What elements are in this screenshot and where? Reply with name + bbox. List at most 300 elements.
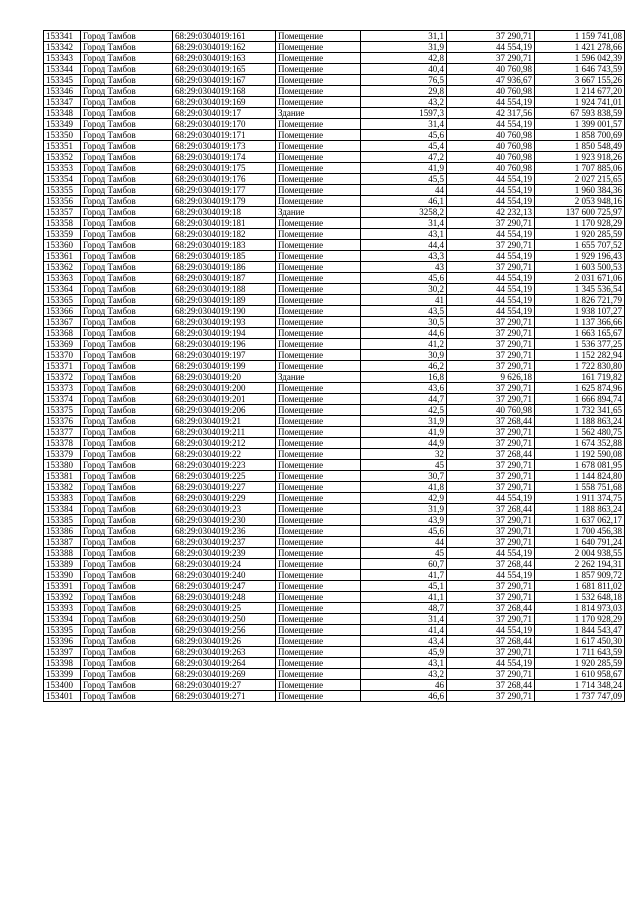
object-type-cell: Помещение (276, 658, 361, 669)
city-cell: Город Тамбов (81, 284, 173, 295)
specific-value-cell: 37 268,44 (447, 504, 535, 515)
area-cell: 1597,3 (361, 108, 447, 119)
table-row (44, 647, 625, 658)
area-cell: 45,6 (361, 130, 447, 141)
cadastral-number-cell: 68:29:0304019:161 (173, 31, 276, 42)
area-cell: 41,9 (361, 163, 447, 174)
table-row (44, 229, 625, 240)
row-number-cell: 153399 (44, 669, 81, 680)
cadastral-number-cell: 68:29:0304019:186 (173, 262, 276, 273)
area-cell: 44 (361, 537, 447, 548)
cadastral-number-cell: 68:29:0304019:17 (173, 108, 276, 119)
object-type-cell: Помещение (276, 559, 361, 570)
cadastral-number-cell: 68:29:0304019:21 (173, 416, 276, 427)
object-type-cell: Помещение (276, 174, 361, 185)
cadastral-value-cell: 1 929 196,43 (535, 251, 625, 262)
specific-value-cell: 37 290,71 (447, 515, 535, 526)
row-number-cell: 153374 (44, 394, 81, 405)
specific-value-cell: 40 760,98 (447, 405, 535, 416)
city-cell: Город Тамбов (81, 108, 173, 119)
object-type-cell: Помещение (276, 581, 361, 592)
cadastral-value-cell: 1 674 352,88 (535, 438, 625, 449)
object-type-cell: Помещение (276, 130, 361, 141)
specific-value-cell: 37 290,71 (447, 339, 535, 350)
specific-value-cell: 37 290,71 (447, 427, 535, 438)
cadastral-number-cell: 68:29:0304019:211 (173, 427, 276, 438)
table-row (44, 141, 625, 152)
city-cell: Город Тамбов (81, 471, 173, 482)
table-row (44, 482, 625, 493)
row-number-cell: 153377 (44, 427, 81, 438)
cadastral-number-cell: 68:29:0304019:227 (173, 482, 276, 493)
object-type-cell: Помещение (276, 460, 361, 471)
specific-value-cell: 37 290,71 (447, 438, 535, 449)
cadastral-value-cell: 1 857 909,72 (535, 570, 625, 581)
object-type-cell: Помещение (276, 152, 361, 163)
area-cell: 43,1 (361, 229, 447, 240)
cadastral-number-cell: 68:29:0304019:23 (173, 504, 276, 515)
object-type-cell: Помещение (276, 218, 361, 229)
row-number-cell: 153349 (44, 119, 81, 130)
cadastral-value-cell: 3 667 155,26 (535, 75, 625, 86)
row-number-cell: 153356 (44, 196, 81, 207)
area-cell: 32 (361, 449, 447, 460)
specific-value-cell: 44 554,19 (447, 185, 535, 196)
cadastral-number-cell: 68:29:0304019:22 (173, 449, 276, 460)
row-number-cell: 153386 (44, 526, 81, 537)
row-number-cell: 153362 (44, 262, 81, 273)
table-row (44, 372, 625, 383)
object-type-cell: Помещение (276, 537, 361, 548)
row-number-cell: 153359 (44, 229, 81, 240)
cadastral-number-cell: 68:29:0304019:269 (173, 669, 276, 680)
city-cell: Город Тамбов (81, 361, 173, 372)
area-cell: 40,4 (361, 64, 447, 75)
cadastral-number-cell: 68:29:0304019:26 (173, 636, 276, 647)
cadastral-number-cell: 68:29:0304019:170 (173, 119, 276, 130)
cadastral-value-cell: 1 920 285,59 (535, 658, 625, 669)
area-cell: 45,9 (361, 647, 447, 658)
area-cell: 45,4 (361, 141, 447, 152)
cadastral-value-cell: 2 031 671,06 (535, 273, 625, 284)
cadastral-number-cell: 68:29:0304019:171 (173, 130, 276, 141)
city-cell: Город Тамбов (81, 416, 173, 427)
row-number-cell: 153375 (44, 405, 81, 416)
table-row (44, 86, 625, 97)
object-type-cell: Помещение (276, 482, 361, 493)
row-number-cell: 153352 (44, 152, 81, 163)
area-cell: 60,7 (361, 559, 447, 570)
city-cell: Город Тамбов (81, 658, 173, 669)
cadastral-value-cell: 1 666 894,74 (535, 394, 625, 405)
row-number-cell: 153391 (44, 581, 81, 592)
table-row (44, 295, 625, 306)
cadastral-number-cell: 68:29:0304019:183 (173, 240, 276, 251)
city-cell: Город Тамбов (81, 625, 173, 636)
object-type-cell: Помещение (276, 691, 361, 702)
object-type-cell: Помещение (276, 427, 361, 438)
cadastral-value-cell: 1 214 677,20 (535, 86, 625, 97)
area-cell: 30,2 (361, 284, 447, 295)
row-number-cell: 153385 (44, 515, 81, 526)
row-number-cell: 153395 (44, 625, 81, 636)
specific-value-cell: 44 554,19 (447, 229, 535, 240)
area-cell: 42,5 (361, 405, 447, 416)
cadastral-value-cell: 1 655 707,52 (535, 240, 625, 251)
row-number-cell: 153373 (44, 383, 81, 394)
specific-value-cell: 44 554,19 (447, 196, 535, 207)
specific-value-cell: 42 232,13 (447, 207, 535, 218)
city-cell: Город Тамбов (81, 383, 173, 394)
city-cell: Город Тамбов (81, 537, 173, 548)
cadastral-value-cell: 1 858 700,69 (535, 130, 625, 141)
specific-value-cell: 37 290,71 (447, 691, 535, 702)
cadastral-number-cell: 68:29:0304019:20 (173, 372, 276, 383)
table-row (44, 207, 625, 218)
table-row (44, 537, 625, 548)
cadastral-value-cell: 1 700 456,38 (535, 526, 625, 537)
area-cell: 45,6 (361, 526, 447, 537)
cadastral-value-cell: 1 536 377,25 (535, 339, 625, 350)
specific-value-cell: 37 268,44 (447, 416, 535, 427)
table-row (44, 548, 625, 559)
table-row (44, 317, 625, 328)
area-cell: 46 (361, 680, 447, 691)
row-number-cell: 153347 (44, 97, 81, 108)
city-cell: Город Тамбов (81, 570, 173, 581)
cadastral-value-cell: 67 593 838,59 (535, 108, 625, 119)
table-row (44, 273, 625, 284)
object-type-cell: Помещение (276, 141, 361, 152)
table-row (44, 405, 625, 416)
row-number-cell: 153366 (44, 306, 81, 317)
object-type-cell: Помещение (276, 273, 361, 284)
table-row (44, 218, 625, 229)
row-number-cell: 153344 (44, 64, 81, 75)
table-row (44, 328, 625, 339)
object-type-cell: Помещение (276, 64, 361, 75)
row-number-cell: 153354 (44, 174, 81, 185)
specific-value-cell: 44 554,19 (447, 174, 535, 185)
city-cell: Город Тамбов (81, 669, 173, 680)
cadastral-value-table (43, 30, 625, 702)
table-row (44, 284, 625, 295)
specific-value-cell: 37 290,71 (447, 592, 535, 603)
cadastral-value-cell: 1 188 863,24 (535, 504, 625, 515)
object-type-cell: Помещение (276, 383, 361, 394)
cadastral-value-cell: 1 188 863,24 (535, 416, 625, 427)
row-number-cell: 153397 (44, 647, 81, 658)
area-cell: 43,4 (361, 636, 447, 647)
table-row (44, 438, 625, 449)
specific-value-cell: 44 554,19 (447, 97, 535, 108)
city-cell: Город Тамбов (81, 493, 173, 504)
city-cell: Город Тамбов (81, 185, 173, 196)
specific-value-cell: 37 268,44 (447, 449, 535, 460)
specific-value-cell: 37 290,71 (447, 383, 535, 394)
cadastral-value-cell: 1 421 278,66 (535, 42, 625, 53)
area-cell: 45,5 (361, 174, 447, 185)
table-row (44, 526, 625, 537)
row-number-cell: 153381 (44, 471, 81, 482)
row-number-cell: 153376 (44, 416, 81, 427)
object-type-cell: Здание (276, 108, 361, 119)
area-cell: 46,1 (361, 196, 447, 207)
area-cell: 31,4 (361, 218, 447, 229)
cadastral-value-cell: 1 911 374,75 (535, 493, 625, 504)
table-row (44, 185, 625, 196)
table-row (44, 130, 625, 141)
table-row (44, 108, 625, 119)
area-cell: 47,2 (361, 152, 447, 163)
table-row (44, 174, 625, 185)
specific-value-cell: 44 554,19 (447, 273, 535, 284)
row-number-cell: 153365 (44, 295, 81, 306)
object-type-cell: Помещение (276, 262, 361, 273)
cadastral-value-cell: 1 681 811,02 (535, 581, 625, 592)
row-number-cell: 153358 (44, 218, 81, 229)
cadastral-number-cell: 68:29:0304019:190 (173, 306, 276, 317)
city-cell: Город Тамбов (81, 42, 173, 53)
cadastral-number-cell: 68:29:0304019:199 (173, 361, 276, 372)
specific-value-cell: 37 268,44 (447, 680, 535, 691)
object-type-cell: Помещение (276, 416, 361, 427)
cadastral-value-cell: 1 722 830,80 (535, 361, 625, 372)
area-cell: 31,4 (361, 119, 447, 130)
city-cell: Город Тамбов (81, 647, 173, 658)
cadastral-value-cell: 1 170 928,29 (535, 218, 625, 229)
cadastral-number-cell: 68:29:0304019:167 (173, 75, 276, 86)
specific-value-cell: 37 290,71 (447, 53, 535, 64)
cadastral-number-cell: 68:29:0304019:188 (173, 284, 276, 295)
object-type-cell: Помещение (276, 86, 361, 97)
cadastral-value-cell: 1 144 824,80 (535, 471, 625, 482)
row-number-cell: 153389 (44, 559, 81, 570)
object-type-cell: Помещение (276, 592, 361, 603)
cadastral-value-cell: 1 663 165,67 (535, 328, 625, 339)
cadastral-number-cell: 68:29:0304019:27 (173, 680, 276, 691)
row-number-cell: 153392 (44, 592, 81, 603)
specific-value-cell: 44 554,19 (447, 658, 535, 669)
city-cell: Город Тамбов (81, 515, 173, 526)
cadastral-value-cell: 2 053 948,16 (535, 196, 625, 207)
specific-value-cell: 37 290,71 (447, 482, 535, 493)
area-cell: 41,4 (361, 625, 447, 636)
cadastral-value-cell: 1 678 081,95 (535, 460, 625, 471)
object-type-cell: Помещение (276, 449, 361, 460)
object-type-cell: Помещение (276, 394, 361, 405)
row-number-cell: 153351 (44, 141, 81, 152)
city-cell: Город Тамбов (81, 196, 173, 207)
object-type-cell: Помещение (276, 339, 361, 350)
city-cell: Город Тамбов (81, 339, 173, 350)
row-number-cell: 153343 (44, 53, 81, 64)
cadastral-value-cell: 2 027 215,65 (535, 174, 625, 185)
table-row (44, 251, 625, 262)
specific-value-cell: 40 760,98 (447, 141, 535, 152)
cadastral-number-cell: 68:29:0304019:239 (173, 548, 276, 559)
object-type-cell: Помещение (276, 196, 361, 207)
table-row (44, 625, 625, 636)
area-cell: 44,6 (361, 328, 447, 339)
row-number-cell: 153382 (44, 482, 81, 493)
object-type-cell: Помещение (276, 317, 361, 328)
specific-value-cell: 37 290,71 (447, 471, 535, 482)
area-cell: 44,4 (361, 240, 447, 251)
cadastral-value-cell: 1 596 042,39 (535, 53, 625, 64)
cadastral-number-cell: 68:29:0304019:24 (173, 559, 276, 570)
table-row (44, 350, 625, 361)
cadastral-number-cell: 68:29:0304019:187 (173, 273, 276, 284)
object-type-cell: Помещение (276, 42, 361, 53)
area-cell: 31,9 (361, 416, 447, 427)
area-cell: 43 (361, 262, 447, 273)
specific-value-cell: 44 554,19 (447, 625, 535, 636)
cadastral-number-cell: 68:29:0304019:236 (173, 526, 276, 537)
table-row (44, 383, 625, 394)
object-type-cell: Помещение (276, 515, 361, 526)
area-cell: 30,7 (361, 471, 447, 482)
cadastral-value-cell: 1 646 743,59 (535, 64, 625, 75)
cadastral-number-cell: 68:29:0304019:237 (173, 537, 276, 548)
area-cell: 31,9 (361, 42, 447, 53)
specific-value-cell: 37 290,71 (447, 317, 535, 328)
city-cell: Город Тамбов (81, 438, 173, 449)
city-cell: Город Тамбов (81, 460, 173, 471)
row-number-cell: 153379 (44, 449, 81, 460)
specific-value-cell: 44 554,19 (447, 119, 535, 130)
area-cell: 41,8 (361, 482, 447, 493)
cadastral-value-cell: 1 637 062,17 (535, 515, 625, 526)
city-cell: Город Тамбов (81, 372, 173, 383)
area-cell: 46,2 (361, 361, 447, 372)
cadastral-number-cell: 68:29:0304019:176 (173, 174, 276, 185)
cadastral-value-cell: 1 737 747,09 (535, 691, 625, 702)
area-cell: 42,8 (361, 53, 447, 64)
city-cell: Город Тамбов (81, 636, 173, 647)
specific-value-cell: 40 760,98 (447, 64, 535, 75)
table-row (44, 53, 625, 64)
row-number-cell: 153388 (44, 548, 81, 559)
object-type-cell: Здание (276, 207, 361, 218)
object-type-cell: Помещение (276, 31, 361, 42)
area-cell: 43,2 (361, 669, 447, 680)
cadastral-value-cell: 1 617 450,30 (535, 636, 625, 647)
cadastral-number-cell: 68:29:0304019:193 (173, 317, 276, 328)
object-type-cell: Помещение (276, 163, 361, 174)
row-number-cell: 153378 (44, 438, 81, 449)
cadastral-number-cell: 68:29:0304019:162 (173, 42, 276, 53)
object-type-cell: Помещение (276, 361, 361, 372)
cadastral-number-cell: 68:29:0304019:264 (173, 658, 276, 669)
specific-value-cell: 37 290,71 (447, 262, 535, 273)
row-number-cell: 153363 (44, 273, 81, 284)
city-cell: Город Тамбов (81, 691, 173, 702)
object-type-cell: Помещение (276, 548, 361, 559)
specific-value-cell: 44 554,19 (447, 570, 535, 581)
specific-value-cell: 44 554,19 (447, 251, 535, 262)
city-cell: Город Тамбов (81, 86, 173, 97)
cadastral-value-cell: 1 562 480,75 (535, 427, 625, 438)
city-cell: Город Тамбов (81, 97, 173, 108)
cadastral-number-cell: 68:29:0304019:175 (173, 163, 276, 174)
cadastral-number-cell: 68:29:0304019:263 (173, 647, 276, 658)
row-number-cell: 153346 (44, 86, 81, 97)
table-row (44, 460, 625, 471)
row-number-cell: 153357 (44, 207, 81, 218)
specific-value-cell: 37 290,71 (447, 647, 535, 658)
row-number-cell: 153341 (44, 31, 81, 42)
table-row (44, 64, 625, 75)
row-number-cell: 153387 (44, 537, 81, 548)
cadastral-value-cell: 1 558 751,68 (535, 482, 625, 493)
row-number-cell: 153400 (44, 680, 81, 691)
table-row (44, 262, 625, 273)
row-number-cell: 153384 (44, 504, 81, 515)
city-cell: Город Тамбов (81, 581, 173, 592)
cadastral-number-cell: 68:29:0304019:189 (173, 295, 276, 306)
city-cell: Город Тамбов (81, 218, 173, 229)
specific-value-cell: 37 290,71 (447, 669, 535, 680)
specific-value-cell: 44 554,19 (447, 42, 535, 53)
cadastral-value-cell: 1 732 341,65 (535, 405, 625, 416)
area-cell: 45 (361, 548, 447, 559)
row-number-cell: 153393 (44, 603, 81, 614)
cadastral-number-cell: 68:29:0304019:25 (173, 603, 276, 614)
city-cell: Город Тамбов (81, 174, 173, 185)
cadastral-number-cell: 68:29:0304019:201 (173, 394, 276, 405)
cadastral-number-cell: 68:29:0304019:196 (173, 339, 276, 350)
city-cell: Город Тамбов (81, 350, 173, 361)
row-number-cell: 153364 (44, 284, 81, 295)
cadastral-value-cell: 1 814 973,03 (535, 603, 625, 614)
cadastral-number-cell: 68:29:0304019:248 (173, 592, 276, 603)
row-number-cell: 153394 (44, 614, 81, 625)
table-row (44, 515, 625, 526)
city-cell: Город Тамбов (81, 119, 173, 130)
cadastral-value-cell: 137 600 725,97 (535, 207, 625, 218)
city-cell: Город Тамбов (81, 163, 173, 174)
specific-value-cell: 44 554,19 (447, 295, 535, 306)
cadastral-number-cell: 68:29:0304019:185 (173, 251, 276, 262)
cadastral-value-cell: 1 844 543,47 (535, 625, 625, 636)
object-type-cell: Помещение (276, 570, 361, 581)
object-type-cell: Здание (276, 372, 361, 383)
specific-value-cell: 47 936,67 (447, 75, 535, 86)
area-cell: 16,8 (361, 372, 447, 383)
table-row (44, 339, 625, 350)
object-type-cell: Помещение (276, 669, 361, 680)
city-cell: Город Тамбов (81, 680, 173, 691)
table-row (44, 31, 625, 42)
area-cell: 43,3 (361, 251, 447, 262)
table-row (44, 680, 625, 691)
cadastral-number-cell: 68:29:0304019:168 (173, 86, 276, 97)
city-cell: Город Тамбов (81, 240, 173, 251)
city-cell: Город Тамбов (81, 449, 173, 460)
row-number-cell: 153380 (44, 460, 81, 471)
table-row (44, 669, 625, 680)
cadastral-value-cell: 1 640 791,24 (535, 537, 625, 548)
cadastral-value-cell: 1 707 885,06 (535, 163, 625, 174)
cadastral-number-cell: 68:29:0304019:173 (173, 141, 276, 152)
area-cell: 45,6 (361, 273, 447, 284)
cadastral-value-cell: 1 920 285,59 (535, 229, 625, 240)
table-row (44, 240, 625, 251)
city-cell: Город Тамбов (81, 295, 173, 306)
city-cell: Город Тамбов (81, 31, 173, 42)
area-cell: 41,2 (361, 339, 447, 350)
